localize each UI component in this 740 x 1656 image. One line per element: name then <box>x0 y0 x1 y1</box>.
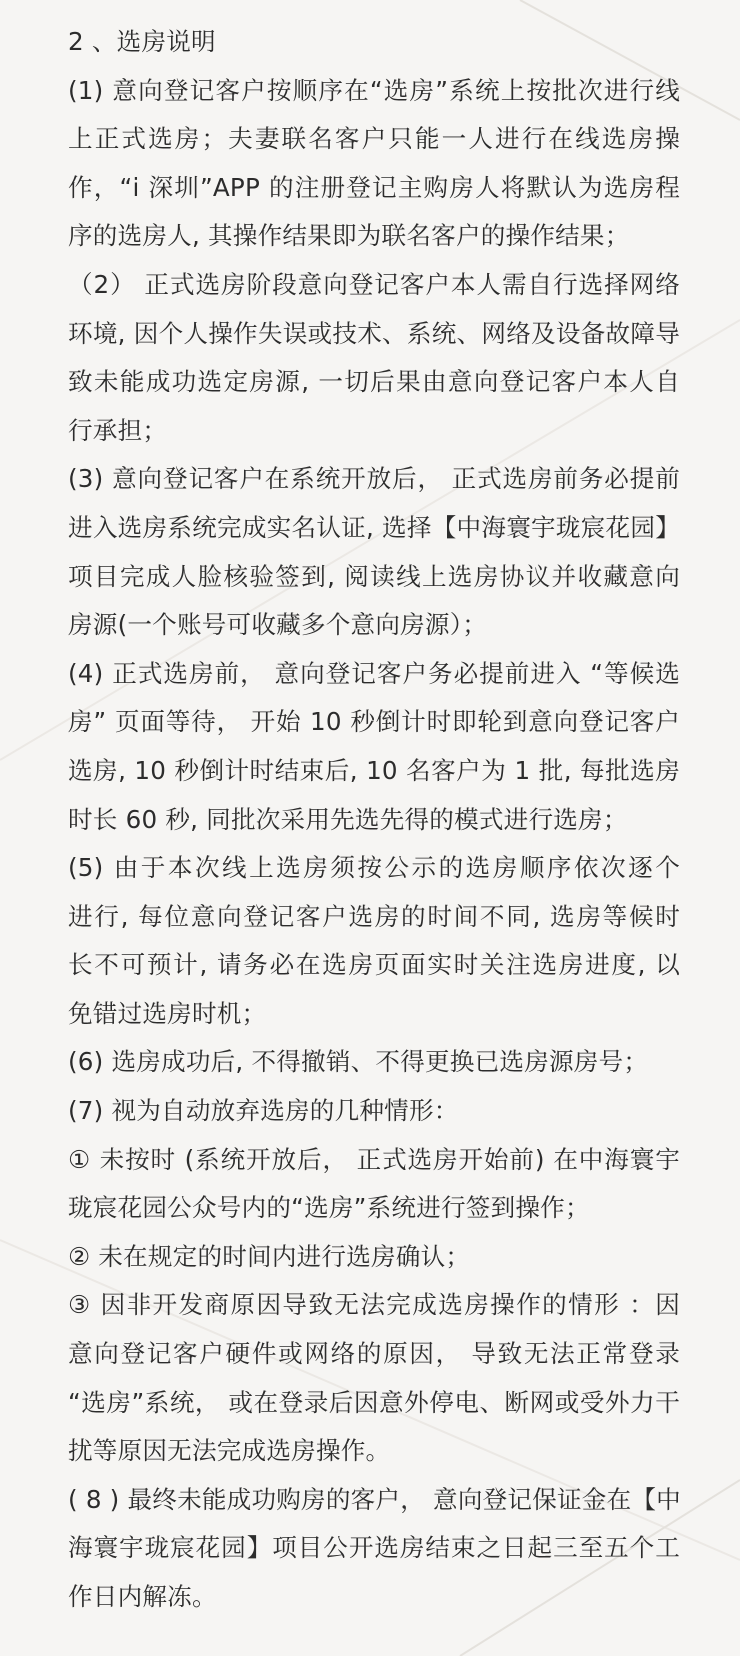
document-line: 房源(一个账号可收藏多个意向房源）； <box>68 610 487 640</box>
document-line: 房” 页面等待， 开始 10 秒倒计时即轮到意向登记客户 <box>68 707 680 737</box>
document-line: 作，“i 深圳”APP 的注册登记主购房人将默认为选房程 <box>68 172 680 202</box>
document-line: (5) 由于本次线上选房须按公示的选房顺序依次逐个 <box>68 853 680 883</box>
document-line: (7) 视为自动放弃选房的几种情形： <box>68 1096 459 1126</box>
document-line: 免错过选房时机； <box>68 998 267 1028</box>
document-line: ① 未按时 (系统开放后， 正式选房开始前) 在中海寰宇 <box>68 1144 680 1174</box>
document-line: (4) 正式选房前， 意向登记客户务必提前进入 “等候选 <box>68 658 680 688</box>
document-line: 2 、选房说明 <box>68 27 216 56</box>
document-line: 行承担； <box>68 415 168 445</box>
document-line: “选房”系统， 或在登录后因意外停电、断网或受外力干 <box>68 1387 680 1417</box>
document-line: 进入选房系统完成实名认证, 选择【中海寰宇珑宸花园】 <box>68 512 680 542</box>
document-line: 进行, 每位意向登记客户选房的时间不同, 选房等候时 <box>68 901 680 931</box>
document-line: （2） 正式选房阶段意向登记客户本人需自行选择网络 <box>68 269 680 299</box>
document-line: 时长 60 秒, 同批次采用先选先得的模式进行选房； <box>68 804 628 834</box>
document-line: 环境, 因个人操作失误或技术、系统、网络及设备故障导 <box>68 318 680 348</box>
document-line: 项目完成人脸核验签到, 阅读线上选房协议并收藏意向 <box>68 561 680 591</box>
document-line: ③ 因非开发商原因导致无法完成选房操作的情形 ：因 <box>68 1290 680 1320</box>
document-line: 序的选房人, 其操作结果即为联名客户的操作结果； <box>68 221 630 251</box>
document-line: (6) 选房成功后, 不得撤销、不得更换已选房源房号； <box>68 1047 649 1077</box>
document-line: 海寰宇珑宸花园】项目公开选房结束之日起三至五个工 <box>68 1533 680 1563</box>
document-line: ( 8 ) 最终未能成功购房的客户， 意向登记保证金在【中 <box>68 1484 681 1514</box>
document-line: 扰等原因无法完成选房操作。 <box>68 1436 391 1466</box>
document-line: 上正式选房；夫妻联名客户只能一人进行在线选房操 <box>68 124 680 154</box>
document-line: (3) 意向登记客户在系统开放后， 正式选房前务必提前 <box>68 464 680 494</box>
document-line: 意向登记客户硬件或网络的原因， 导致无法正常登录 <box>68 1339 680 1369</box>
document-line: 作日内解冻。 <box>68 1582 217 1611</box>
document-line: (1) 意向登记客户按顺序在“选房”系统上按批次进行线 <box>68 75 680 105</box>
document-line: 致未能成功选定房源, 一切后果由意向登记客户本人自 <box>68 367 680 397</box>
document-line: 长不可预计, 请务必在选房页面实时关注选房进度, 以 <box>68 950 680 980</box>
document-line: ② 未在规定的时间内进行选房确认； <box>68 1241 471 1271</box>
document-body <box>68 18 680 1622</box>
document-line: 珑宸花园公众号内的“选房”系统进行签到操作； <box>68 1193 590 1223</box>
document-line: 选房, 10 秒倒计时结束后, 10 名客户为 1 批, 每批选房 <box>68 755 680 785</box>
